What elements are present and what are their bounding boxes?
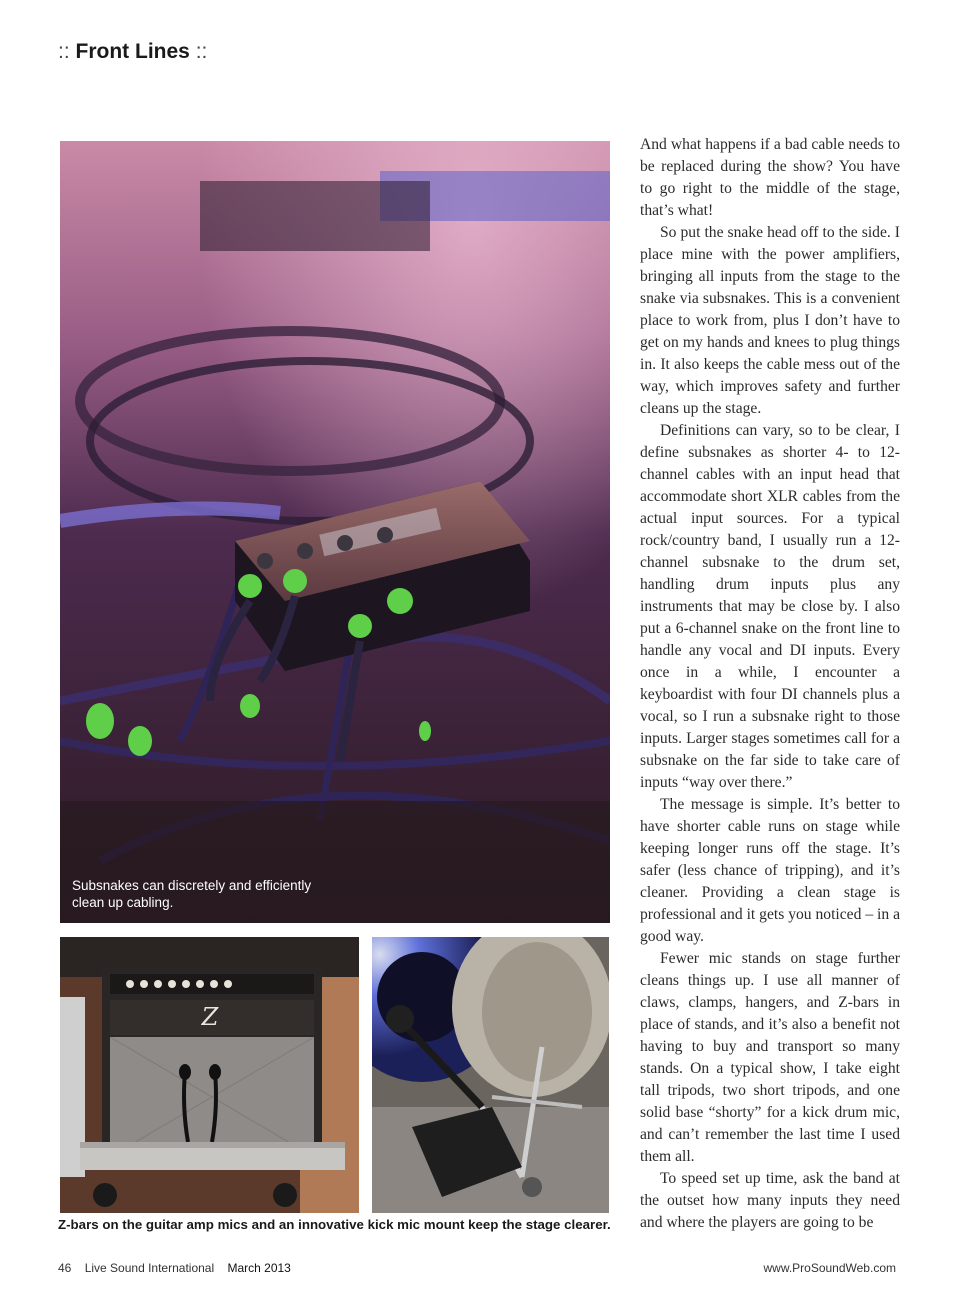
article-paragraph: So put the snake head off to the side. I place mine with the power amplifiers, bringing all inputs from the stage to the snake via subsnakes. This is a convenient place to work from, plus I don’t have to get on my hands and knees to plug things in. It also keeps the cable mess out of the way, which improves safety and further cleans up the stage. <box>640 224 900 417</box>
header-colons-left: :: <box>58 40 70 63</box>
article-paragraph: And what happens if a bad cable needs to be replaced during the show? You have to go right to the middle of the stage, that’s what! <box>640 136 900 219</box>
publication-name: Live Sound International <box>84 1261 215 1275</box>
article-paragraph: The message is simple. It’s better to have shorter cable runs on stage while keeping longer runs off the stage. It’s safer (less chance of tripping), and it’s cleaner. Providing a clean stage is professional and it gets you noticed – in a good way. <box>640 796 900 945</box>
header-colons-right: :: <box>195 40 208 63</box>
issue-date: March 2013 <box>227 1261 291 1275</box>
kick-drum-photo-graphic <box>372 937 609 1213</box>
guitar-amp-photo-graphic <box>60 937 359 1213</box>
guitar-amp-photo <box>60 937 359 1213</box>
amp-logo: Z <box>201 1003 219 1031</box>
main-photo-caption: Subsnakes can discretely and efficiently clean up cabling. <box>72 878 312 910</box>
subsnake-photo-graphic <box>60 141 610 923</box>
article-paragraph: To speed set up time, ask the band at the outset how many inputs they need and where the players are going to be <box>640 1170 900 1231</box>
website-url: www.ProSoundWeb.com <box>763 1261 896 1275</box>
page-footer <box>58 1261 898 1275</box>
article-paragraph: Definitions can vary, so to be clear, I define subsnakes as shorter 4- to 12-channel cables with an input head that accommodate short XLR cables from the actual input sources. For a typical rock/country band, I usually run a 12-channel subsnake to the drum set, handling drum inputs plus any instruments that may be close by. I also put a 6-channel snake on the front line to handle any vocal and DI inputs. Every once in a while, I encounter a keyboardist with four DI channels plus a vocal, so I run a subsnake right to those inputs. Larger stages sometimes call for a subsnake on the far side to take care of inputs “way over there.” <box>640 422 900 791</box>
page-number: 46 <box>58 1261 72 1275</box>
article-body <box>640 134 900 1234</box>
subsnake-photo <box>60 141 610 923</box>
section-title: Front Lines <box>75 40 190 63</box>
section-header <box>58 40 207 64</box>
article-paragraph: Fewer mic stands on stage further cleans things up. I use all manner of claws, clamps, hangers, and Z-bars in place of stands, and it’s also a benefit not having to buy and transport so many stands. On a typical show, I take eight tall tripods, two short tripods, and one solid base “shorty” for a kick drum mic, and can’t remember the last time I used them all. <box>640 950 900 1165</box>
bottom-photos-caption: Z-bars on the guitar amp mics and an innovative kick mic mount keep the stage clearer. <box>58 1217 611 1232</box>
kick-drum-photo <box>372 937 609 1213</box>
